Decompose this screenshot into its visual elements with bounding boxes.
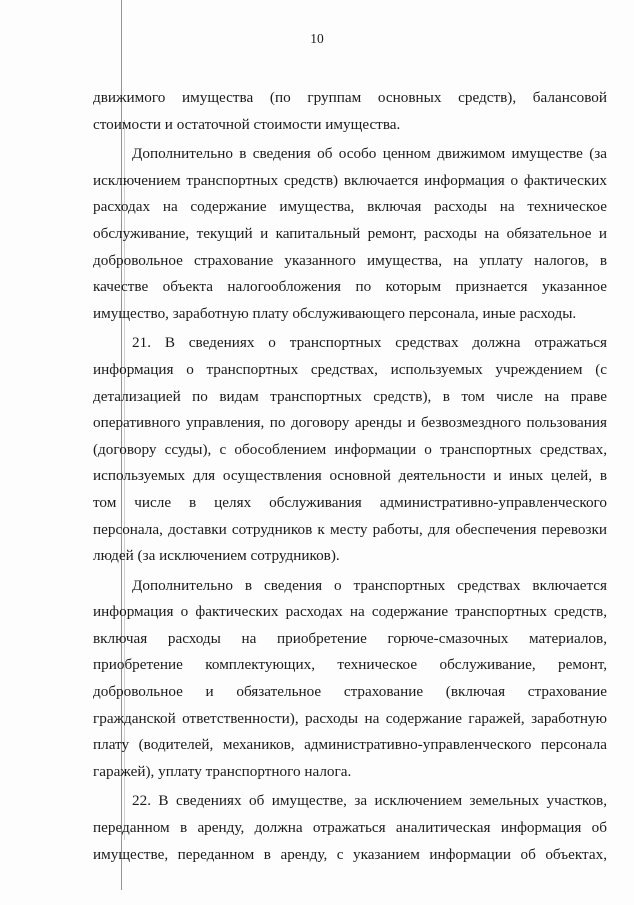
text-line: исключением транспортных средств) включается информация о фактических xyxy=(93,171,607,189)
page-number: 10 xyxy=(310,31,324,46)
paragraph-21-vehicles xyxy=(93,330,607,569)
text-line: Дополнительно в сведения о транспортных средствах включается xyxy=(132,576,607,594)
text-line: 21. В сведениях о транспортных средствах должна отражаться xyxy=(132,334,607,352)
text-line: детализацией по видам транспортных средств), в том числе на праве xyxy=(93,387,607,405)
text-line: добровольное и обязательное страхование (включая страхование xyxy=(93,683,607,701)
text-line: Дополнительно в сведения об особо ценном движимом имуществе (за xyxy=(132,145,607,163)
paragraph-especially-valuable-property xyxy=(93,141,607,327)
text-line: приобретение комплектующих, техническое обслуживание, ремонт, xyxy=(93,656,607,674)
text-line: расходах на содержание имущества, включая расходы на техническое xyxy=(93,198,607,216)
text-line: информация о транспортных средствах, используемых учреждением (с xyxy=(93,360,607,378)
text-line: имуществе, переданном в аренду, с указанием информации об объектах, xyxy=(93,845,607,863)
text-line: 22. В сведениях об имуществе, за исключением земельных участков, xyxy=(132,792,607,810)
text-line: переданном в аренду, должна отражаться аналитическая информация об xyxy=(93,819,607,837)
text-line: оперативного управления, по договору аренды и безвозмездного пользования xyxy=(93,414,607,432)
text-line: гражданской ответственности), расходы на содержание гаражей, заработную xyxy=(93,709,607,727)
text-line: стоимости и остаточной стоимости имущества. xyxy=(93,115,401,133)
text-line: используемых для осуществления основной деятельности и иных целей, в xyxy=(93,467,607,485)
paragraph-22-leased-property xyxy=(93,788,607,868)
text-line: имущество, заработную плату обслуживающего персонала, иные расходы. xyxy=(93,304,577,322)
paragraph-vehicle-expenses xyxy=(93,573,607,786)
text-line: движимого имущества (по группам основных средств), балансовой xyxy=(93,89,607,106)
text-line: том числе в целях обслуживания административно-управленческого xyxy=(93,493,607,511)
document-body xyxy=(93,85,607,868)
text-line: персонала, доставки сотрудников к месту работы, для обеспечения перевозки xyxy=(93,520,607,538)
text-line: обслуживание, текущий и капитальный ремонт, расходы на обязательное и xyxy=(93,224,607,242)
paragraph-continuation xyxy=(93,85,607,138)
text-line: добровольное страхование указанного имущества, на уплату налогов, в xyxy=(93,251,607,269)
text-line: людей (за исключением сотрудников). xyxy=(93,547,340,565)
text-line: (договору ссуды), с обособлением информации о транспортных средствах, xyxy=(93,440,607,458)
text-line: информация о фактических расходах на содержание транспортных средств, xyxy=(93,603,607,621)
text-line: включая расходы на приобретение горюче-смазочных материалов, xyxy=(93,629,607,647)
text-line: качестве объекта налогообложения по которым признается указанное xyxy=(93,278,607,296)
text-line: плату (водителей, механиков, административно-управленческого персонала xyxy=(93,736,607,754)
text-line: гаражей), уплату транспортного налога. xyxy=(93,762,352,780)
